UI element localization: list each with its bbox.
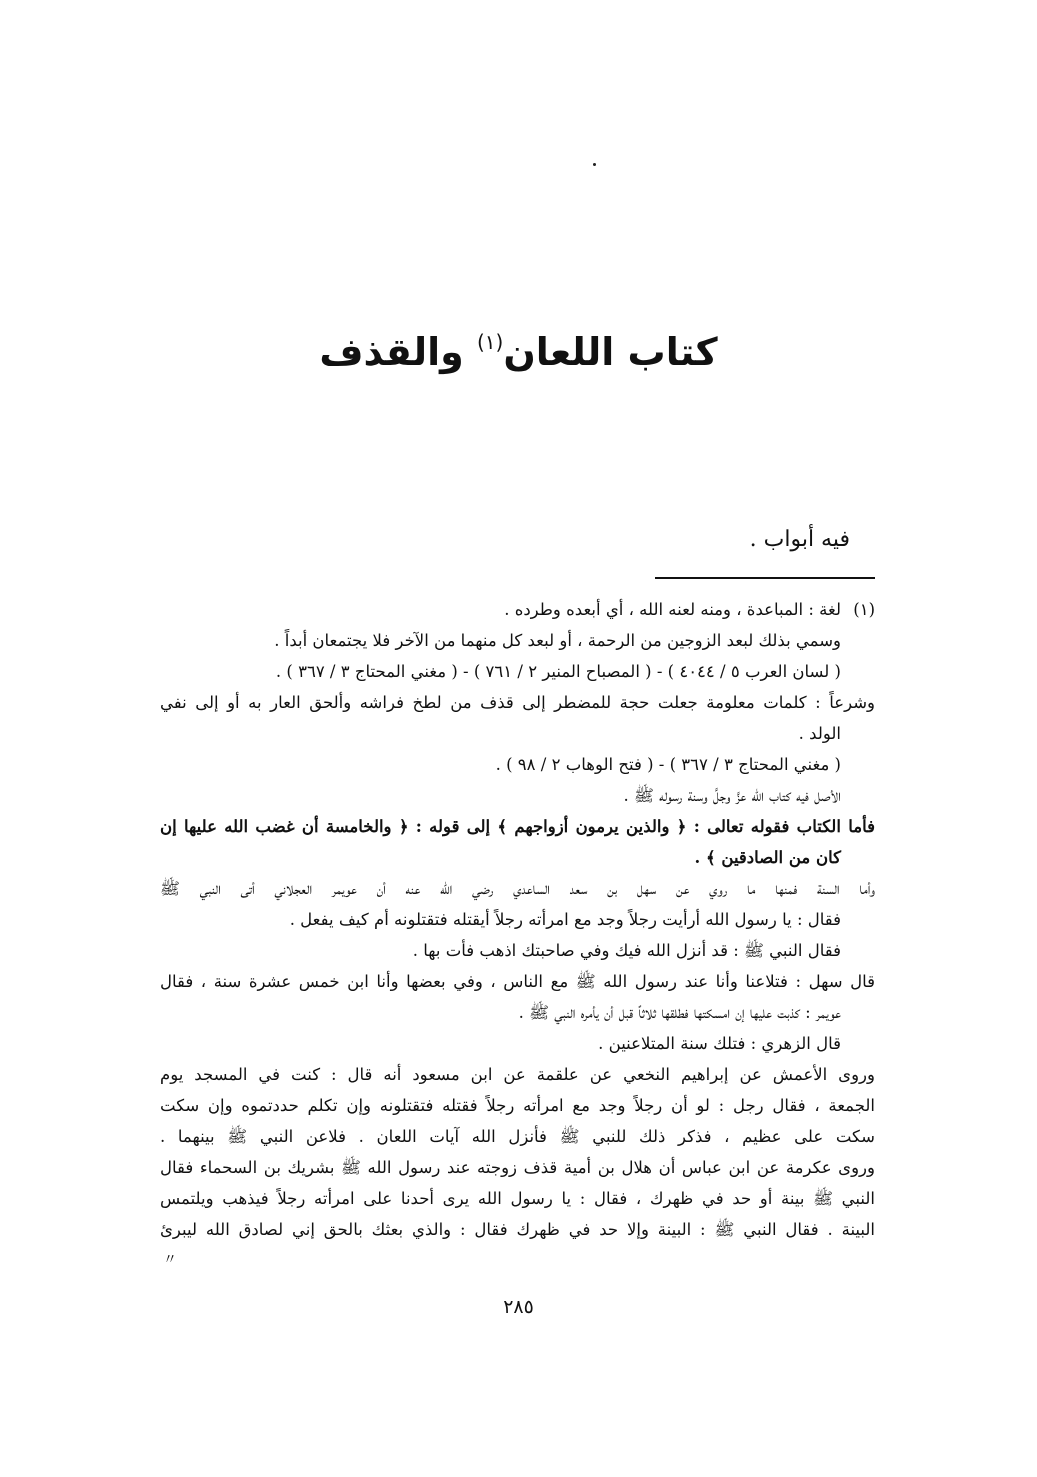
footnote-line: سكت على عظيم ، فذكر ذلك للنبي ﷺ فأنزل الله آيات اللعان . فلاعن النبي ﷺ بينهما . <box>160 1127 875 1146</box>
footnote-line <box>160 594 875 625</box>
footnote-line: الجمعة ، فقال رجل : لو أن رجلاً وجد مع امرأته رجلاً فقتله فتقتلونه وإن تكلم حددتموه وإن سكت <box>160 1096 875 1115</box>
footnote-line: قال سهل : فتلاعنا وأنا عند رسول الله ﷺ مع الناس ، وفي بعضها وأنا ابن خمس عشرة سنة ، فقال <box>160 972 875 991</box>
footnote-marker: (١) <box>853 600 875 619</box>
page-number: ٢٨٥ <box>503 1296 534 1318</box>
footnote-line: وروى الأعمش عن إبراهيم النخعي عن علقمة عن ابن مسعود أنه قال : كنت في المسجد يوم <box>160 1065 875 1084</box>
chapter-title-main: كتاب اللعان <box>503 330 718 374</box>
footnote-line: الولد . <box>798 724 841 743</box>
footnote-line: وشرعاً : كلمات معلومة جعلت حجة للمضطر إلى قذف من لطخ فراشه وألحق العار به أو إلى نفي <box>160 693 875 712</box>
title-footnote-ref: (١) <box>476 330 504 354</box>
chapter-subtitle: فيه أبواب . <box>749 527 850 552</box>
footnote-line: ( مغني المحتاج ٣ / ٣٦٧ ) - ( فتح الوهاب ٢ / ٩٨ ) . <box>495 755 841 774</box>
footnote-line: وروى عكرمة عن ابن عباس أن هلال بن أمية قذف زوجته عند رسول الله ﷺ بشريك بن السحماء فقال <box>160 1158 875 1177</box>
footnote-line: وأما السنة فمنها ما روي عن سهل بن سعد الساعدي رضي الله عنه أن عويمر العجلاني أتى النبي ﷺ <box>160 879 875 898</box>
footnote-line: النبي ﷺ بينة أو حد في ظهرك ، فقال : يا رسول الله يرى أحدنا على امرأته رجلاً فيذهب ويلتمس <box>160 1189 875 1208</box>
footnote-line: عويمر : كذبت عليها إن امسكتها فطلقها ثلاثاً قبل أن يأمره النبي ﷺ . <box>518 1003 841 1022</box>
continuation-mark: 〃 <box>163 1252 177 1268</box>
footnote-line: فقال : يا رسول الله أرأيت رجلاً وجد مع امرأته رجلاً أيقتله فتقتلونه أم كيف يفعل . <box>289 910 841 929</box>
chapter-title-rest: والقذف <box>319 330 477 374</box>
footnote-line: وسمي بذلك لبعد الزوجين من الرحمة ، أو لبعد كل منهما من الآخر فلا يجتمعان أبداً . <box>274 631 841 650</box>
footnote-line: البينة . فقال النبي ﷺ : البينة وإلا حد في ظهرك فقال : والذي بعثك بالحق إني لصادق الله ليبرئ <box>160 1220 875 1239</box>
footnote-line: قال الزهري : فتلك سنة المتلاعنين . <box>598 1034 841 1053</box>
footnote-line: ( لسان العرب ٥ / ٤٠٤٤ ) - ( المصباح المنير ٢ / ٧٦١ ) - ( مغني المحتاج ٣ / ٣٦٧ ) . <box>275 662 841 681</box>
footnote-line: كان من الصادقين ﴾ . <box>694 848 841 867</box>
chapter-title <box>0 312 1037 382</box>
stray-dot <box>593 163 596 166</box>
footnote-line-text: لغة : المباعدة ، ومنه لعنه الله ، أي أبعده وطرده . <box>504 600 841 619</box>
footnote-line: فأما الكتاب فقوله تعالى : ﴿ والذين يرمون أزواجهم ﴾ إلى قوله : ﴿ والخامسة أن غضب الله عليها إن <box>160 817 875 836</box>
footnote-line: الأصل فيه كتاب الله عزَّ وجلَّ وسنة رسوله ﷺ . <box>623 786 841 805</box>
footnote-block <box>160 594 875 1245</box>
footnote-separator <box>655 577 875 579</box>
footnote-line: فقال النبي ﷺ : قد أنزل الله فيك وفي صاحبتك اذهب فأت بها . <box>412 941 841 960</box>
